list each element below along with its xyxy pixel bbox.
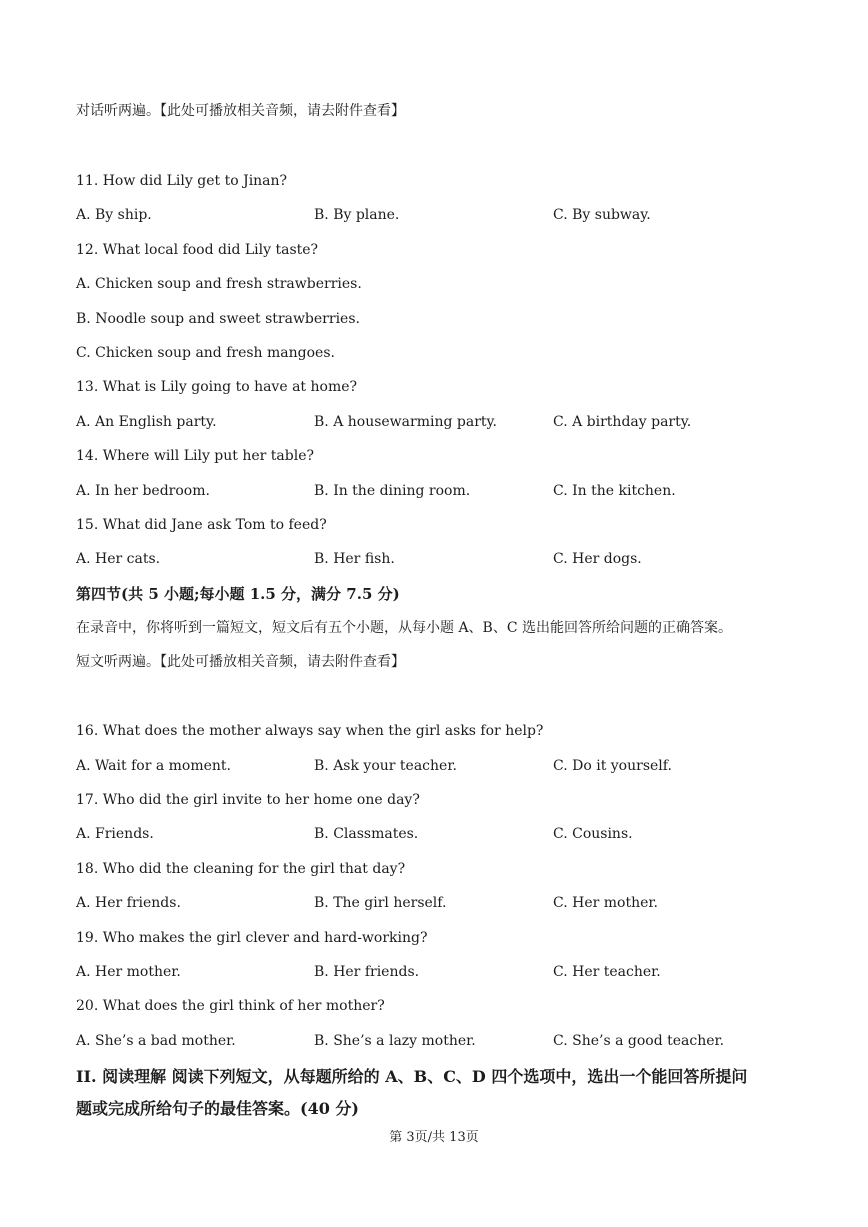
q18-option-a: A. Her friends. [76,895,181,911]
q14-option-b: B. In the dining room. [314,483,471,499]
q17-option-c: C. Cousins. [553,826,633,842]
q13-option-c: C. A birthday party. [553,414,692,430]
page-number-footer: 第 3页/共 13页 [389,1130,479,1145]
section-2-heading-line-2: 题或完成所给句子的最佳答案。(40 分) [76,1099,359,1118]
q18-option-c: C. Her mother. [553,895,658,911]
audio-note-dialogue: 对话听两遍。【此处可播放相关音频，请去附件查看】 [76,103,405,119]
question-20: 20. What does the girl think of her mother? [76,998,385,1014]
q11-option-b: B. By plane. [314,207,400,223]
question-13: 13. What is Lily going to have at home? [76,379,358,395]
question-16: 16. What does the mother always say when the girl asks for help? [76,723,544,739]
q19-option-c: C. Her teacher. [553,964,661,980]
q17-option-a: A. Friends. [76,826,154,842]
q18-option-b: B. The girl herself. [314,895,447,911]
question-11: 11. How did Lily get to Jinan? [76,173,288,189]
q13-option-b: B. A housewarming party. [314,414,498,430]
section-2-heading-line-1: II. 阅读理解 阅读下列短文，从每题所给的 A、B、C、D 四个选项中，选出一个能回答所提问 [76,1067,748,1086]
question-18: 18. Who did the cleaning for the girl that day? [76,861,406,877]
question-14: 14. Where will Lily put her table? [76,448,315,464]
question-12: 12. What local food did Lily taste? [76,242,319,258]
q20-option-c: C. She’s a good teacher. [553,1033,725,1049]
question-19: 19. Who makes the girl clever and hard-working? [76,930,428,946]
q15-option-c: C. Her dogs. [553,551,642,567]
q16-option-c: C. Do it yourself. [553,758,672,774]
q15-option-b: B. Her fish. [314,551,395,567]
q13-option-a: A. An English party. [76,414,217,430]
q16-option-b: B. Ask your teacher. [314,758,457,774]
q11-option-c: C. By subway. [553,207,651,223]
q14-option-a: A. In her bedroom. [76,483,210,499]
q19-option-a: A. Her mother. [76,964,181,980]
question-17: 17. Who did the girl invite to her home one day? [76,792,420,808]
section-4-instruction: 在录音中，你将听到一篇短文，短文后有五个小题，从每小题 A、B、C 选出能回答所给问题的正确答案。 [76,620,733,636]
q16-option-a: A. Wait for a moment. [76,758,231,774]
q19-option-b: B. Her friends. [314,964,420,980]
q12-option-a: A. Chicken soup and fresh strawberries. [76,276,362,292]
q14-option-c: C. In the kitchen. [553,483,676,499]
q12-option-b: B. Noodle soup and sweet strawberries. [76,311,360,327]
q12-option-c: C. Chicken soup and fresh mangoes. [76,345,335,361]
q15-option-a: A. Her cats. [76,551,161,567]
audio-note-passage: 短文听两遍。【此处可播放相关音频，请去附件查看】 [76,654,405,670]
question-15: 15. What did Jane ask Tom to feed? [76,517,327,533]
section-4-heading: 第四节(共 5 小题;每小题 1.5 分，满分 7.5 分) [76,585,400,603]
q20-option-a: A. She’s a bad mother. [76,1033,236,1049]
q17-option-b: B. Classmates. [314,826,419,842]
q20-option-b: B. She’s a lazy mother. [314,1033,476,1049]
q11-option-a: A. By ship. [76,207,152,223]
